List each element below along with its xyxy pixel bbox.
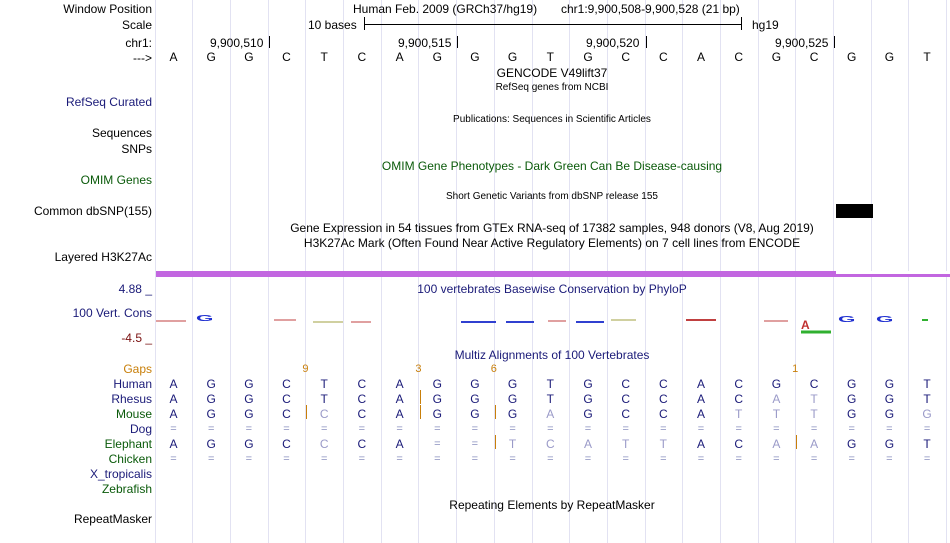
human-base: T [320,377,328,391]
dog-base: = [358,423,366,435]
reference-base: T [923,50,931,64]
mouse-base: G [583,407,593,421]
reference-base: G [884,50,895,64]
insertion-mark [306,405,307,419]
reference-base: G [583,50,593,64]
label-species-rhesus[interactable]: Rhesus [111,392,152,406]
dog-base: = [660,423,667,435]
rhesus-base: T [923,392,931,406]
rhesus-base: T [810,392,818,406]
reference-base: G [244,50,254,64]
gtex-track-title[interactable]: Gene Expression in 54 tissues from GTEx RNA-seq of 17382 samples, 948 donors (V8, Aug 2019) [290,221,814,235]
rhesus-base: G [432,392,442,406]
mouse-base: C [282,407,291,421]
dog-base: = [923,423,931,435]
human-base: G [507,377,518,391]
chicken-base: = [773,453,780,465]
chicken-base: = [434,453,441,465]
label-sequences[interactable]: Sequences [91,126,152,140]
dog-base: = [848,423,855,435]
elephant-base: G [847,437,857,451]
svg-text:A: A [801,318,810,332]
reference-base: C [658,50,668,64]
reference-base: C [734,50,744,64]
insertion-mark [495,405,496,419]
rhesus-base: A [772,392,781,406]
rhesus-base: G [470,392,480,406]
human-base: C [734,377,744,391]
label-species-chicken[interactable]: Chicken [108,452,152,466]
chicken-base: = [584,453,592,465]
dog-base: = [509,423,516,435]
dog-base: = [207,423,215,435]
label-layered-h3k27ac[interactable]: Layered H3K27Ac [54,250,152,264]
mouse-base: T [772,407,781,421]
human-base: C [357,377,367,391]
dbsnp-track-title[interactable]: Short Genetic Variants from dbSNP release 155 [446,191,658,202]
human-base: T [546,377,554,391]
elephant-base: A [696,437,706,451]
chicken-base: = [810,453,818,465]
human-base: G [583,377,593,391]
refseq-track-title[interactable]: RefSeq genes from NCBI [495,82,609,93]
label-species-human[interactable]: Human [113,377,152,391]
label-common-dbsnp[interactable]: Common dbSNP(155) [33,204,152,218]
chicken-base: = [320,453,328,465]
human-base: G [206,377,216,391]
multiz-track-title[interactable]: Multiz Alignments of 100 Vertebrates [454,348,650,362]
elephant-base: = [471,438,479,450]
label-cons-min: -4.5 _ [121,331,152,345]
mouse-base: C [658,407,668,421]
elephant-base: T [508,437,517,451]
reference-base: G [432,50,442,64]
rhesus-base: G [583,392,593,406]
dog-base: = [547,423,554,435]
mouse-base: A [696,407,706,421]
insertion-mark [420,405,421,419]
chicken-base: = [245,453,253,465]
label-refseq-curated[interactable]: RefSeq Curated [65,95,152,109]
omim-track-title[interactable]: OMIM Gene Phenotypes - Dark Green Can Be Disease-causing [381,159,723,173]
label-strand-arrow[interactable]: ---> [133,51,152,65]
label-scale[interactable]: Scale [121,18,152,32]
label-chromosome[interactable]: chr1: [125,36,152,50]
phylop-track-title[interactable]: 100 vertebrates Basewise Conservation by PhyloP [417,282,687,296]
chicken-base: = [509,453,516,465]
track-image-area[interactable] [156,0,950,543]
human-base: G [771,377,782,391]
h3k27ac-track-title[interactable]: H3K27Ac Mark (Often Found Near Active Regulatory Elements) on 7 cell lines from ENCODE [303,236,801,250]
dog-base: = [320,423,328,435]
rhesus-base: C [658,392,668,406]
scale-db: hg19 [752,18,779,32]
mouse-base: G [507,407,518,421]
chicken-base: = [622,453,629,465]
rhesus-base: C [282,392,291,406]
elephant-base: A [772,437,781,451]
gap-count: 6 [490,363,497,375]
label-species-dog[interactable]: Dog [129,422,152,436]
insertion-mark [796,435,797,449]
label-species-mouse[interactable]: Mouse [115,407,152,421]
mouse-base: T [735,407,743,421]
rhesus-base: G [244,392,254,406]
human-base: G [244,377,254,391]
label-cons-max: 4.88 _ [118,282,152,296]
insertion-mark [495,435,496,449]
gencode-track-title[interactable]: GENCODE V49lift37 [496,66,608,80]
dog-base: = [434,423,441,435]
elephant-base: G [206,437,216,451]
dog-base: = [283,423,290,435]
chicken-base: = [735,453,742,465]
chicken-base: = [886,453,893,465]
rhesus-base: G [884,392,895,406]
svg-text:G: G [837,314,856,324]
human-base: G [432,377,442,391]
mouse-base: G [206,407,216,421]
human-base: A [696,377,706,391]
elephant-base: T [923,437,931,451]
reference-base: G [771,50,782,64]
assembly-title: Human Feb. 2009 (GRCh37/hg19) [353,2,538,16]
reference-base: A [169,50,178,64]
mouse-base: T [810,407,818,421]
dog-base: = [396,423,403,435]
chicken-base: = [547,453,554,465]
dog-base: = [170,423,177,435]
track-label-column [0,0,156,543]
mouse-base: A [546,407,555,421]
chicken-base: = [848,453,855,465]
insertion-mark [420,390,421,404]
elephant-base: = [434,438,441,450]
rhesus-base: G [847,392,857,406]
elephant-base: C [734,437,744,451]
window-position-text: chr1:9,900,508-9,900,528 (21 bp) [561,2,740,16]
coord-label: 9,900,520 [586,36,640,50]
mouse-base: C [357,407,367,421]
dog-base: = [773,423,780,435]
human-base: C [658,377,668,391]
reference-base: C [621,50,631,64]
elephant-base: G [244,437,254,451]
reference-base: A [395,50,404,64]
reference-base: A [696,50,706,64]
elephant-base: T [659,437,667,451]
elephant-base: G [884,437,895,451]
elephant-base: T [622,437,630,451]
human-base: C [282,377,291,391]
human-base: G [884,377,895,391]
human-base: A [395,377,404,391]
human-base: G [847,377,857,391]
mouse-base: G [432,407,442,421]
chicken-base: = [170,453,177,465]
reference-base: C [357,50,367,64]
human-base: A [169,377,178,391]
human-base: G [470,377,480,391]
human-base: C [621,377,631,391]
label-snps[interactable]: SNPs [121,142,152,156]
chicken-base: = [207,453,215,465]
coord-label: 9,900,510 [210,36,264,50]
dog-base: = [735,423,742,435]
label-window-position[interactable]: Window Position [63,2,152,16]
human-base: C [809,377,819,391]
dog-base: = [697,423,705,435]
elephant-base: C [545,437,555,451]
rhesus-base: C [734,392,744,406]
gap-count: 1 [792,363,799,375]
rhesus-base: T [546,392,554,406]
elephant-base: A [395,437,404,451]
reference-base: G [507,50,518,64]
label-vert-cons[interactable]: 100 Vert. Cons [72,306,152,320]
reference-base: C [282,50,291,64]
dog-base: = [886,423,893,435]
mouse-base: A [169,407,178,421]
dog-base: = [622,423,629,435]
chicken-base: = [358,453,366,465]
elephant-base: C [319,437,329,451]
chicken-base: = [660,453,667,465]
chicken-base: = [923,453,931,465]
elephant-base: C [357,437,367,451]
label-repeatmasker[interactable]: RepeatMasker [73,512,152,526]
rhesus-base: A [395,392,404,406]
reference-base: G [470,50,480,64]
coord-label: 9,900,525 [775,36,829,50]
dog-base: = [245,423,253,435]
mouse-base: G [470,407,480,421]
dog-base: = [584,423,592,435]
human-base: T [923,377,931,391]
reference-base: G [206,50,216,64]
label-species-elephant[interactable]: Elephant [104,437,152,451]
scale-text: 10 bases [308,18,357,32]
label-omim-genes[interactable]: OMIM Genes [80,173,152,187]
gap-count: 3 [415,363,422,375]
mouse-base: G [884,407,895,421]
svg-text:G: G [196,313,214,323]
dog-base: = [471,423,479,435]
label-gaps[interactable]: Gaps [123,362,152,376]
publications-track-title[interactable]: Publications: Sequences in Scientific Articles [453,114,651,125]
rhesus-base: T [320,392,328,406]
reference-base: C [809,50,819,64]
dog-base: = [810,423,818,435]
mouse-base: C [319,407,329,421]
chicken-base: = [396,453,403,465]
rhesus-base: G [206,392,216,406]
mouse-base: C [621,407,631,421]
svg-text:G: G [876,314,894,324]
elephant-base: A [169,437,178,451]
rhesus-base: A [696,392,706,406]
repeatmasker-track-title[interactable]: Repeating Elements by RepeatMasker [449,498,655,512]
label-species-x-tropicalis[interactable]: X_tropicalis [89,467,152,481]
reference-base: T [546,50,554,64]
elephant-base: C [282,437,291,451]
mouse-base: G [922,407,932,421]
elephant-base: A [810,437,819,451]
gap-count: 9 [302,363,309,375]
coord-label: 9,900,515 [398,36,452,50]
rhesus-base: C [357,392,367,406]
reference-base: G [847,50,857,64]
chicken-base: = [697,453,705,465]
chicken-base: = [283,453,290,465]
mouse-base: G [847,407,857,421]
label-species-zebrafish[interactable]: Zebrafish [101,482,152,496]
mouse-base: G [244,407,254,421]
chicken-base: = [471,453,479,465]
rhesus-base: A [169,392,178,406]
mouse-base: A [395,407,404,421]
rhesus-base: C [621,392,631,406]
rhesus-base: G [507,392,518,406]
elephant-base: A [583,437,593,451]
reference-base: T [320,50,328,64]
